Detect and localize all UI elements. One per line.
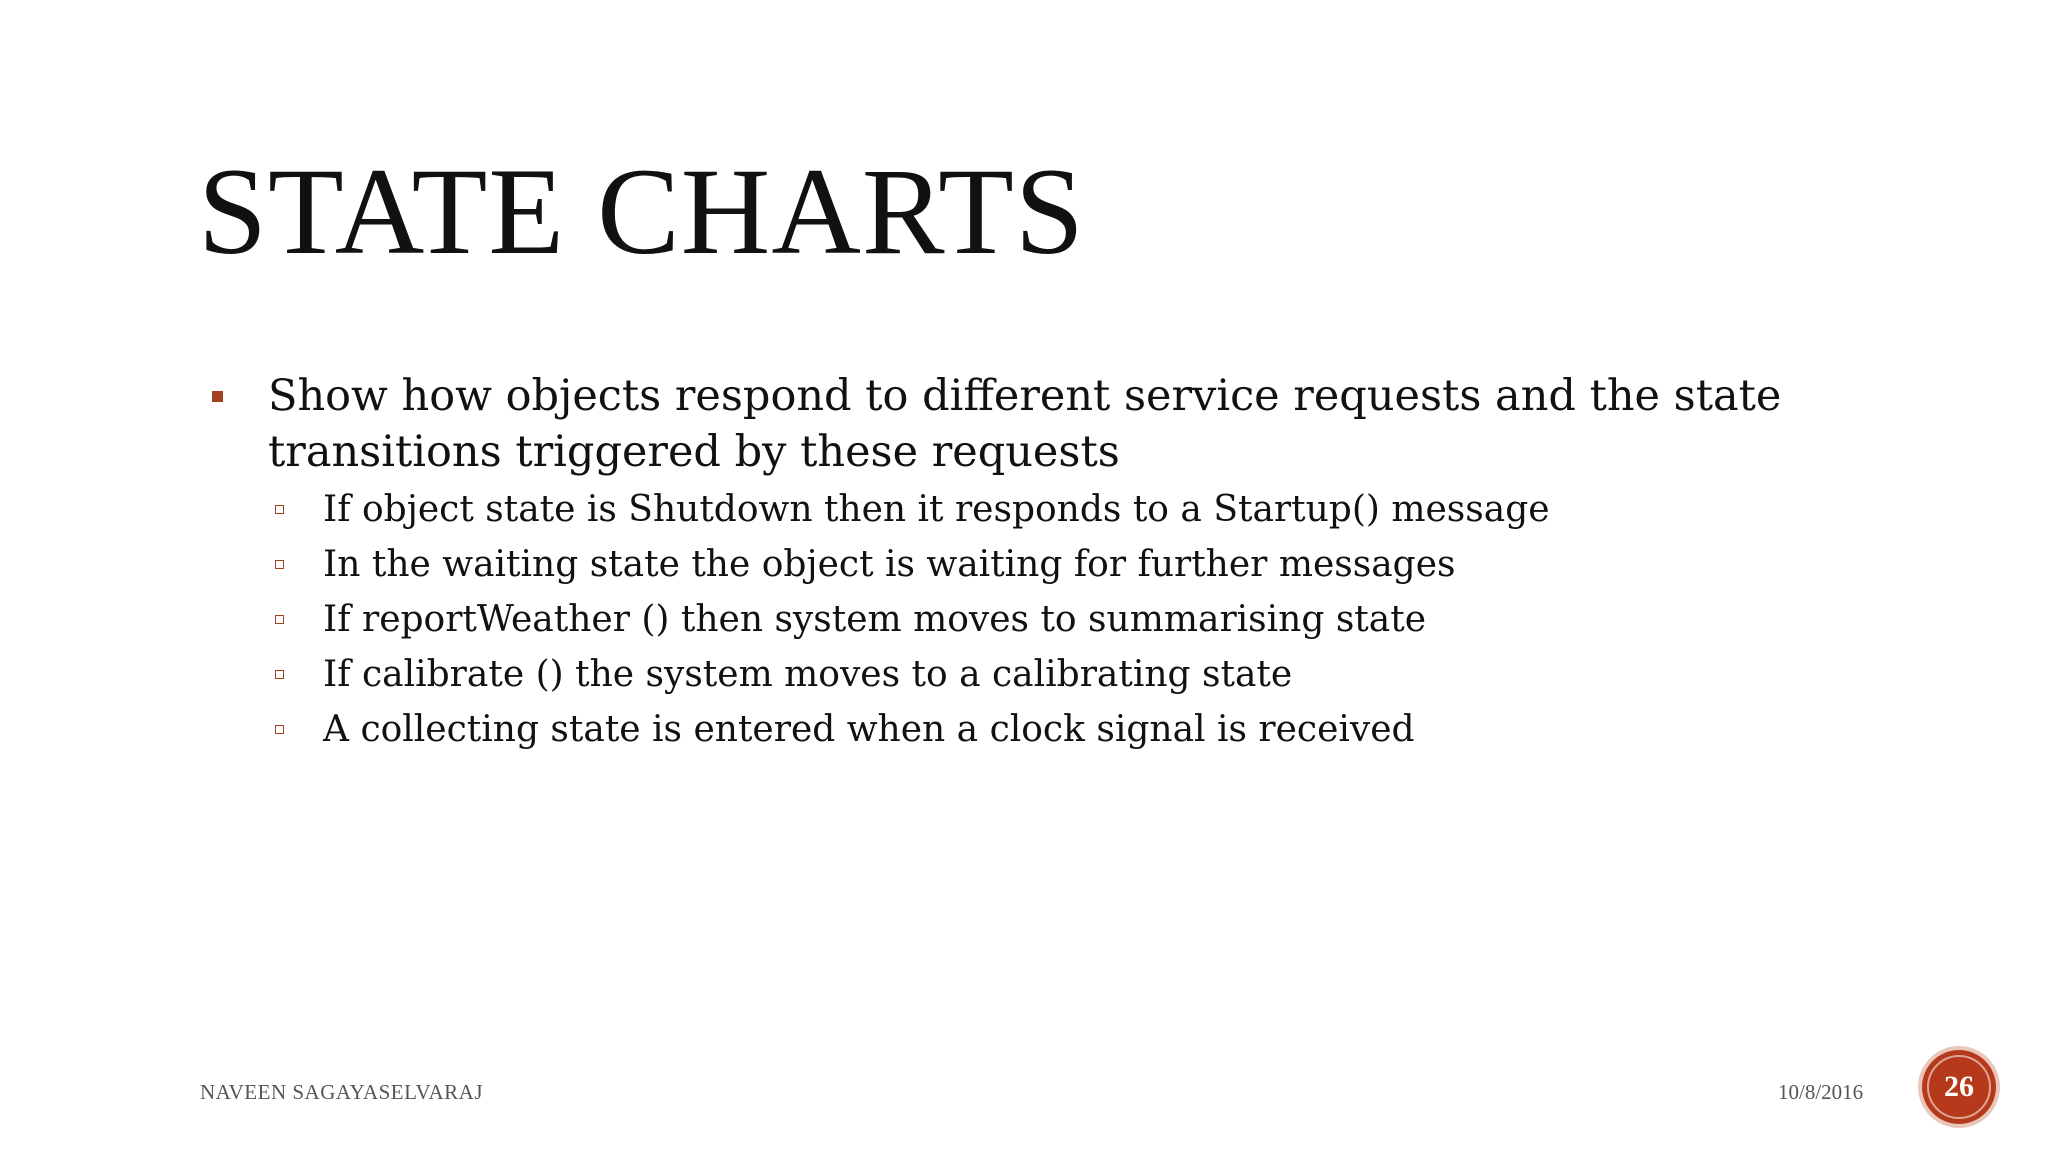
main-bullet-text: Show how objects respond to different service requests and the state transitions triggered by these requests [268,371,1782,477]
square-bullet-icon [212,391,223,402]
main-bullet [210,368,1870,480]
hollow-square-bullet-icon [275,560,284,569]
list-item [210,482,1870,537]
hollow-square-bullet-icon [275,615,284,624]
list-item [210,537,1870,592]
sub-bullet-text: A collecting state is entered when a clock signal is received [323,709,1415,750]
footer-author: NAVEEN SAGAYASELVARAJ [200,1080,483,1104]
slide-content [210,368,1870,757]
page-number: 26 [1944,1070,1974,1103]
slide-title: STATE CHARTS [198,143,1085,280]
sub-bullet-text: If calibrate () the system moves to a calibrating state [323,654,1293,695]
page-number-badge [1922,1050,1996,1124]
sub-bullet-text: In the waiting state the object is waiting for further messages [323,544,1456,585]
sub-bullet-text: If reportWeather () then system moves to summarising state [323,599,1427,640]
list-item [210,647,1870,702]
list-item [210,592,1870,647]
sub-bullet-text: If object state is Shutdown then it responds to a Startup() message [323,489,1550,530]
list-item [210,702,1870,757]
sub-bullet-list [210,482,1870,757]
hollow-square-bullet-icon [275,670,284,679]
footer-date: 10/8/2016 [1778,1080,1864,1104]
hollow-square-bullet-icon [275,725,284,734]
page-number-badge-ring [1927,1055,1991,1119]
hollow-square-bullet-icon [275,505,284,514]
